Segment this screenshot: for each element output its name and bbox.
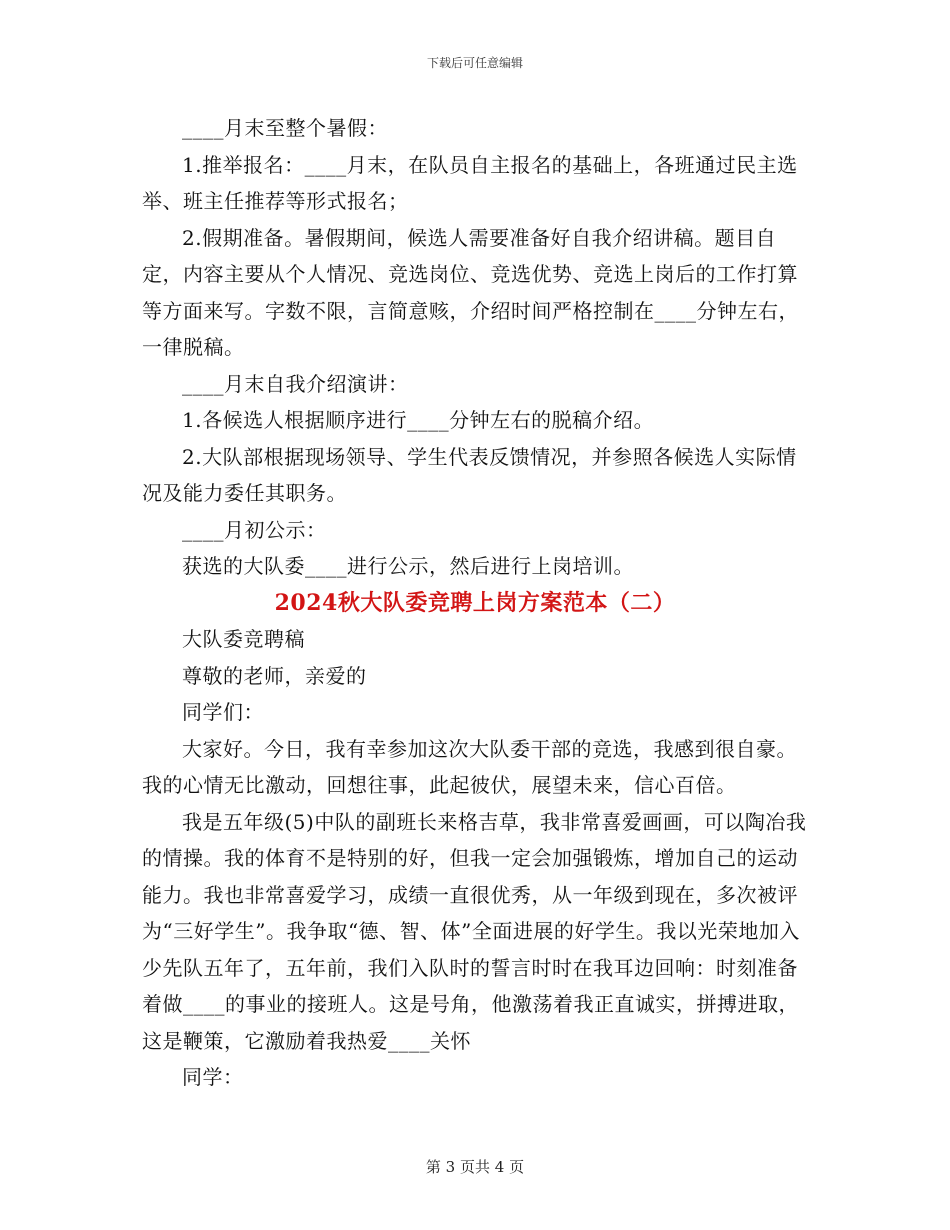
item-1-nomination: 1.推举报名：____月末，在队员自主报名的基础上，各班通过民主选举、班主任推荐等形式报名； [142,152,798,213]
section-title-two: 2024秋大队委竞聘上岗方案范本（二） [274,589,676,616]
header-note: 下载后可任意编辑 [426,56,523,70]
section-month-end-speech: ____月末自我介绍演讲： [182,371,409,396]
publicity-paragraph: 获选的大队委____进行公示，然后进行上岗培训。 [182,554,634,578]
greeting-line-2: 同学们： [182,700,264,724]
item-2-appointment: 2.大队部根据现场领导、学生代表反馈情况，并参照各候选人实际情况及能力委任其职务。 [142,444,797,505]
page-footer: 第 3 页共 4 页 [425,1158,525,1176]
greeting-line-1: 尊敬的老师，亲爱的 [182,663,367,688]
section-month-end-summer: ____月末至整个暑假： [182,116,388,140]
speech-paragraph-2: 我是五年级(5)中队的副班长来格吉草，我非常喜爱画画，可以陶冶我的情操。我的体育不是特别的好，但我一定会加强锻炼，增加自己的运动能力。我也非常喜爱学习，成绩一直很优秀，从一年级到现在，多次被评为“三好学生”。我争取“德、智、体”全面进展的好学生。我以光荣地加入少先队五年了，五年前，我们入队时的誓言时时在我耳边回响：时刻准备着做____的事业的接班人。这是号角，他激荡着我正直诚实，拼搏进取，这是鞭策，它激励着我热爱____关怀 [142,809,807,1053]
speech-paragraph-3: 同学： [182,1065,244,1089]
speech-heading: 大队委竞聘稿 [182,627,305,651]
speech-paragraph-1: 大家好。今日，我有幸参加这次大队委干部的竞选，我感到很自豪。我的心情无比激动，回想往事，此起彼伏，展望未来，信心百倍。 [142,736,797,797]
document-body [142,110,808,1096]
section-month-start-public: ____月初公示： [182,517,327,542]
item-1-speech-order: 1.各候选人根据顺序进行____分钟左右的脱稿介绍。 [182,408,655,432]
item-2-holiday-prep: 2.假期准备。暑假期间，候选人需要准备好自我介绍讲稿。题目自定，内容主要从个人情况、竞选岗位、竞选优势、竞选上岗后的工作打算等方面来写。字数不限，言简意赅，介绍时间严格控制在____分钟左右，一律脱稿。 [142,225,799,359]
